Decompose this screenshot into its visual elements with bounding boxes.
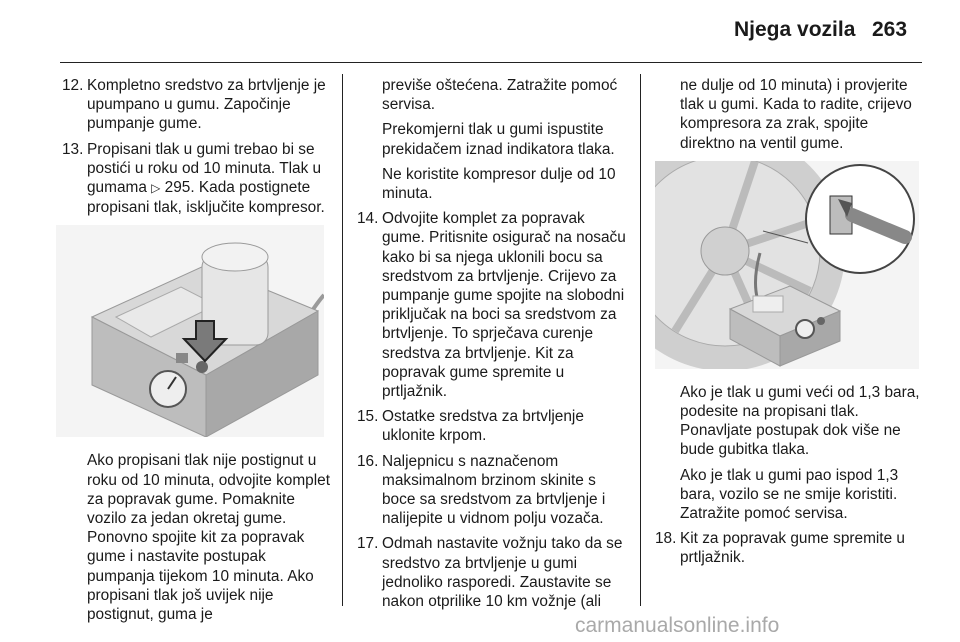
step-number: 17. — [357, 535, 379, 553]
step-number: 13. — [62, 140, 84, 158]
step-text: Naljepnicu s naznačenom maksimalnom brzinom skinite s boce sa sredstvom za brtvljenje i nalijepite u vidnom polju vozača. — [382, 452, 606, 528]
column-2 — [357, 76, 629, 617]
paragraph: Prekomjerni tlak u gumi ispustite prekidačem iznad indikatora tlaka. — [382, 121, 615, 158]
step-text-part: Propisani tlak u gumi trebao bi se postići u roku od 10 minuta. Tlak u gumama — [87, 140, 322, 197]
step-text: Kit za popravak gume spremite u prtljažnik. — [680, 530, 905, 567]
compressor-kit-illustration — [56, 225, 324, 437]
step-text: Ostatke sredstva za brtvljenje uklonite krpom. — [382, 408, 584, 445]
step-text: Odvojite komplet za popravak gume. Pritisnite osigurač na nosaču kako bi sa njega uklonili bocu sa sredstvom za brtvljenje. Crijevo za pumpanje gume spojite na slobodni priključak na boci sa sredstvom za brtvljenje. To sprječava curenje sredstva za brtvljenje. Kit za popravak gume spremite u prtljažnik. — [382, 210, 626, 401]
step-item — [655, 529, 921, 567]
column-divider — [342, 74, 343, 606]
step-item — [357, 209, 629, 401]
paragraph: ne dulje od 10 minuta) i provjerite tlak u gumi. Kada to radite, crijevo kompresora za zrak, spojite direktno na ventil gume. — [680, 77, 912, 152]
page-number: 263 — [872, 18, 908, 41]
page-reference-icon: ▷ — [151, 181, 161, 196]
step-item — [62, 140, 334, 218]
header-divider — [60, 62, 922, 63]
paragraph: Ako je tlak u gumi pao ispod 1,3 bara, vozilo se ne smije koristiti. Zatražite pomoć servisa. — [680, 466, 899, 523]
step-item — [357, 534, 629, 611]
step-number: 14. — [357, 210, 379, 228]
page-header-title: Njega vozila — [734, 18, 856, 41]
step-number: 16. — [357, 452, 379, 470]
paragraph: previše oštećena. Zatražite pomoć servisa. — [382, 77, 618, 114]
step-item — [357, 452, 629, 529]
column-1 — [62, 76, 334, 630]
page-reference-link[interactable]: 295 — [164, 179, 191, 197]
step-text: Odmah nastavite vožnju tako da se sredstvo za brtvljenje u gumi jednoliko rasporedi. Zaustavite se nakon otprilike 10 km vožnje (ali — [382, 535, 623, 611]
step-text-part: . Kada postignete propisani tlak, isključite kompresor. — [87, 179, 325, 217]
paragraph: Ako propisani tlak nije postignut u roku od 10 minuta, odvojite komplet za popravak gume. Pomaknite vozilo za jedan okretaj gume. Ponovno spojite kit za popravak gume i nastavite postupak pumpanja tijekom 10 minuta. Ako propisani tlak još uvijek nije postignut, guma je — [87, 452, 330, 624]
step-number: 18. — [655, 530, 677, 548]
step-text — [87, 140, 334, 218]
paragraph: Ako je tlak u gumi veći od 1,3 bara, podesite na propisani tlak. Ponavljate postupak dok više ne bude gubitka tlaka. — [680, 383, 920, 459]
column-divider — [640, 74, 641, 606]
tire-valve-illustration — [655, 161, 919, 369]
step-number: 15. — [357, 408, 379, 426]
step-item — [357, 407, 629, 445]
column-3 — [655, 76, 921, 574]
paragraph: Ne koristite kompresor dulje od 10 minuta. — [382, 165, 616, 203]
step-item — [62, 76, 334, 134]
step-number: 12. — [62, 77, 84, 94]
watermark: carmanualsonline.info — [575, 614, 780, 637]
step-text: Kompletno sredstvo za brtvljenje je upumpano u gumu. Započinje pumpanje gume. — [87, 77, 326, 133]
